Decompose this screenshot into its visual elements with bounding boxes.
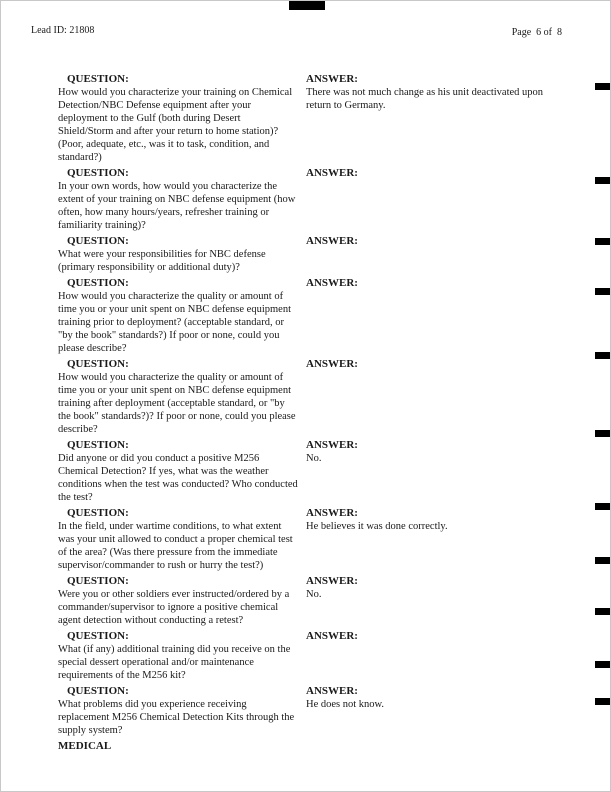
question-label: QUESTION: bbox=[67, 167, 129, 179]
redaction-mark bbox=[595, 698, 610, 705]
question-text: How would you characterize the quality or amount of time you or your unit spent on NBC defense equipment training after deployment (acceptable standard, or "by the book" standards?)? If poor or none, could you please describe? bbox=[58, 372, 296, 435]
question-label: QUESTION: bbox=[67, 575, 129, 587]
redaction-mark-top bbox=[289, 1, 325, 10]
qa-block bbox=[58, 685, 558, 737]
answer-label: ANSWER: bbox=[306, 277, 358, 289]
question-label: QUESTION: bbox=[67, 439, 129, 451]
qa-block bbox=[58, 73, 558, 164]
question-text: In your own words, how would you characterize the extent of your training on NBC defense equipment (how often, how many hours/years, refresher training or familiarity training)? bbox=[58, 181, 296, 231]
qa-block bbox=[58, 507, 558, 572]
question-label: QUESTION: bbox=[67, 235, 129, 247]
redaction-mark bbox=[595, 288, 610, 295]
answer-text: He does not know. bbox=[306, 699, 385, 710]
redaction-mark bbox=[595, 352, 610, 359]
redaction-mark bbox=[595, 661, 610, 668]
question-label: QUESTION: bbox=[67, 507, 129, 519]
qa-block bbox=[58, 235, 558, 274]
question-label: QUESTION: bbox=[67, 685, 129, 697]
redaction-mark bbox=[595, 430, 610, 437]
question-text: Were you or other soldiers ever instructed/ordered by a commander/supervisor to ignore a positive chemical agent detection without conducting a retest? bbox=[58, 589, 290, 626]
qa-block bbox=[58, 167, 558, 232]
question-text: How would you characterize your training on Chemical Detection/NBC Defense equipment after your deployment to the Gulf (both during Desert Shield/Storm and after your return to home station)? (Poor, adequate, etc., was it to task, condition, and standard?) bbox=[58, 87, 293, 163]
answer-label: ANSWER: bbox=[306, 630, 358, 642]
qa-block bbox=[58, 277, 558, 355]
lead-id: Lead ID: 21808 bbox=[31, 25, 95, 36]
redaction-mark bbox=[595, 177, 610, 184]
question-text: What were your responsibilities for NBC defense (primary responsibility or additional duty)? bbox=[58, 249, 266, 273]
qa-block bbox=[58, 630, 558, 682]
answer-text: No. bbox=[306, 453, 322, 464]
qa-list bbox=[58, 73, 558, 752]
question-label: QUESTION: bbox=[67, 630, 129, 642]
answer-label: ANSWER: bbox=[306, 439, 358, 451]
answer-label: ANSWER: bbox=[306, 575, 358, 587]
redaction-mark bbox=[595, 557, 610, 564]
section-heading-medical: MEDICAL bbox=[58, 740, 112, 752]
question-label: QUESTION: bbox=[67, 358, 129, 370]
answer-label: ANSWER: bbox=[306, 358, 358, 370]
question-text: What (if any) additional training did you receive on the special dessert operational and/or maintenance requirements of the M256 kit? bbox=[58, 644, 291, 681]
qa-block bbox=[58, 575, 558, 627]
qa-block bbox=[58, 358, 558, 436]
answer-label: ANSWER: bbox=[306, 685, 358, 697]
question-label: QUESTION: bbox=[67, 73, 129, 85]
answer-text: He believes it was done correctly. bbox=[306, 521, 448, 532]
redaction-mark bbox=[595, 238, 610, 245]
question-text: How would you characterize the quality or amount of time you or your unit spent on NBC defense equipment training prior to deployment? (acceptable standard, or "by the book" standards?) If poor or none, could you please describe? bbox=[58, 291, 292, 354]
qa-block bbox=[58, 439, 558, 504]
question-text: Did anyone or did you conduct a positive M256 Chemical Detection? If yes, what was the weather conditions when the test was conducted? Who conducted the test? bbox=[58, 453, 298, 503]
redaction-mark bbox=[595, 608, 610, 615]
answer-label: ANSWER: bbox=[306, 235, 358, 247]
question-text: What problems did you experience receiving replacement M256 Chemical Detection Kits through the supply system? bbox=[58, 699, 295, 736]
page-number: Page 6 of 8 bbox=[511, 27, 562, 38]
answer-label: ANSWER: bbox=[306, 73, 358, 85]
answer-text: There was not much change as his unit deactivated upon return to Germany. bbox=[306, 87, 544, 111]
question-label: QUESTION: bbox=[67, 277, 129, 289]
answer-text: No. bbox=[306, 589, 322, 600]
question-text: In the field, under wartime conditions, to what extent was your unit allowed to conduct a proper chemical test of the area? (Was there pressure from the immediate supervisor/commander to rush or hurry the test?) bbox=[58, 521, 293, 571]
redaction-mark bbox=[595, 83, 610, 90]
redaction-mark bbox=[595, 503, 610, 510]
answer-label: ANSWER: bbox=[306, 167, 358, 179]
answer-label: ANSWER: bbox=[306, 507, 358, 519]
